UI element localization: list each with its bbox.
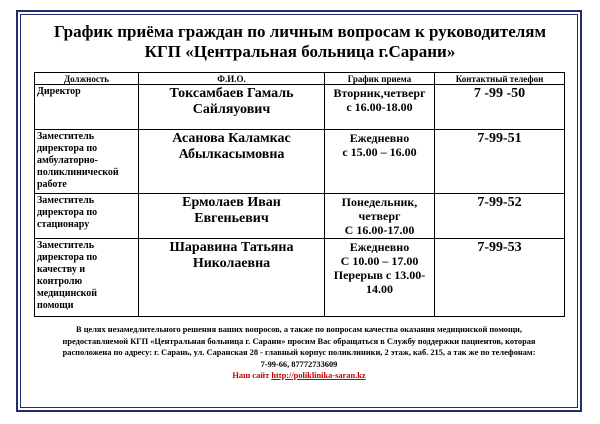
page-title	[24, 22, 576, 62]
name-cell	[139, 130, 325, 194]
phone-cell: 7-99-53	[435, 239, 565, 317]
position-line: директора по	[37, 207, 98, 218]
footer-notice	[34, 324, 564, 382]
schedule-line: Перерыв с 13.00-	[333, 268, 426, 282]
name-line: Ермолаев Иван	[182, 195, 281, 210]
header-position: Должность	[35, 73, 139, 85]
name-line: Евгеньевич	[194, 211, 269, 226]
schedule-table	[34, 72, 565, 317]
schedule-line: Понедельник,	[341, 195, 418, 209]
position-line: стационару	[37, 219, 90, 230]
schedule-line: С 16.00-17.00	[344, 223, 415, 237]
name-cell	[139, 85, 325, 130]
name-line: Николаевна	[192, 256, 271, 271]
schedule-line: 14.00	[366, 282, 393, 296]
table-row	[35, 130, 565, 194]
name-cell	[139, 239, 325, 317]
schedule-line: Ежедневно	[349, 131, 410, 145]
header-name: Ф.И.О.	[139, 73, 325, 85]
position-line: поликлинической	[37, 167, 119, 178]
schedule-line: четверг	[358, 209, 401, 223]
schedule-line: с 15.00 – 16.00	[342, 145, 417, 159]
position-line: работе	[37, 179, 67, 190]
schedule-line: Ежедневно	[349, 240, 410, 254]
position-line: помощи	[37, 300, 74, 311]
position-line: Заместитель	[37, 131, 95, 142]
title-line-2: КГП «Центральная больница г.Сарани»	[144, 42, 456, 61]
position-cell	[35, 130, 139, 194]
schedule-cell	[325, 130, 435, 194]
footer-line-1: В целях незамедлительного решения ваших вопросов, а также по вопросам качества оказания медицинской помощи,	[76, 325, 522, 334]
table-header-row	[35, 73, 565, 85]
table-row	[35, 85, 565, 130]
schedule-cell	[325, 239, 435, 317]
header-schedule: График приема	[325, 73, 435, 85]
position-cell	[35, 239, 139, 317]
website-link[interactable]: http://poliklinika-saran.kz	[271, 371, 366, 380]
title-line-1: График приёма граждан по личным вопросам к руководителям	[53, 22, 547, 41]
table-row	[35, 194, 565, 239]
position-line: Директор	[37, 86, 81, 97]
footer-line-3: расположена по адресу: г. Сарань, ул. Саранская 28 - главный корпус поликлиники, 2 этаж, каб. 215, а так же по телефонам:	[62, 348, 536, 357]
name-cell	[139, 194, 325, 239]
position-cell	[35, 194, 139, 239]
position-line: директора по	[37, 143, 98, 154]
position-line: контролю	[37, 276, 83, 287]
name-line: Асанова Каламкас	[172, 131, 291, 146]
position-line: качеству и	[37, 264, 86, 275]
footer-line-2: предоставляемой КГП «Центральная больница г. Сарани» просим Вас обращаться в Службу поддержки пациентов, которая	[62, 336, 536, 346]
schedule-cell	[325, 194, 435, 239]
schedule-line: с 16.00-18.00	[346, 100, 413, 114]
website-label: Наш сайт	[232, 371, 270, 380]
position-line: медицинской	[37, 288, 98, 299]
position-line: Заместитель	[37, 240, 95, 251]
phone-cell: 7-99-51	[435, 130, 565, 194]
table-row	[35, 239, 565, 317]
footer-line-4: 7-99-66, 87772733609	[260, 359, 338, 369]
phone-cell: 7-99-52	[435, 194, 565, 239]
phone-cell: 7 -99 -50	[435, 85, 565, 130]
name-line: Токсамбаев Гамаль	[169, 86, 294, 101]
website-line	[34, 370, 564, 382]
schedule-cell	[325, 85, 435, 130]
schedule-line: Вторник,четверг	[333, 86, 426, 100]
position-cell	[35, 85, 139, 130]
header-phone: Контактный телефон	[435, 73, 565, 85]
name-line: Шаравина Татьяна	[169, 240, 294, 255]
name-line: Абылкасымовна	[178, 147, 285, 162]
position-line: директора по	[37, 252, 98, 263]
position-line: Заместитель	[37, 195, 95, 206]
name-line: Сайляуович	[192, 102, 271, 117]
position-line: амбулаторно-	[37, 155, 98, 166]
schedule-line: С 10.00 – 17.00	[340, 254, 419, 268]
